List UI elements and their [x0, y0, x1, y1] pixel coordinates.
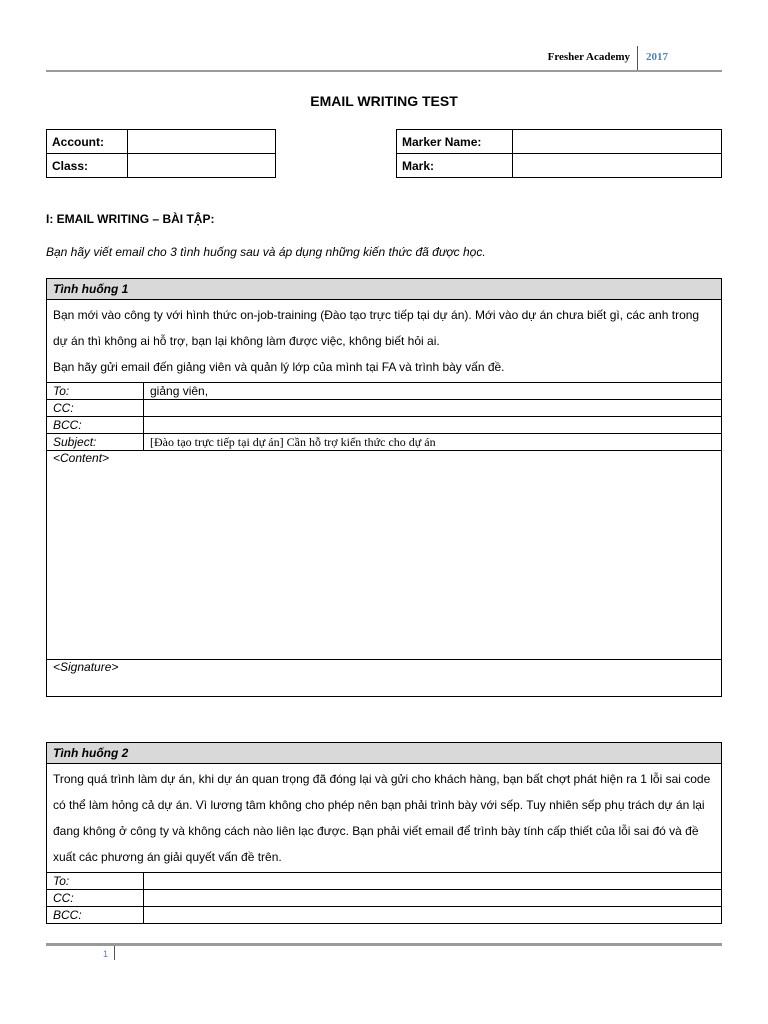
bcc-label: BCC: [47, 907, 144, 924]
to-label: To: [47, 383, 144, 400]
account-label: Account: [47, 130, 128, 154]
scenario-2 [46, 742, 722, 924]
footer-rule [46, 943, 722, 946]
scenario-1-title: Tình huống 1 [47, 279, 722, 300]
page-number: 1 [103, 949, 109, 959]
info-table-right [396, 129, 722, 178]
bcc-label: BCC: [47, 417, 144, 434]
bcc-field[interactable] [144, 417, 722, 434]
document-title: EMAIL WRITING TEST [310, 93, 458, 109]
to-field[interactable]: giảng viên, [144, 383, 722, 400]
scenario-2-paragraph-1: Trong quá trình làm dự án, khi dự án quan trọng đã đóng lại và gửi cho khách hàng, bạn bất chợt phát hiện ra 1 lỗi sai code có thể làm hỏng cả dự án. Vì lương tâm không cho phép nên bạn phải trình bày với sếp. Tuy nhiên sếp phụ trách dự án lại đang không ở công ty và không cách nào liên lạc được. Bạn phải viết email để trình bày tính cấp thiết của lỗi sai đó và đề xuất các phương án giải quyết vấn đề trên. [53, 772, 711, 864]
header-org: Fresher Academy [547, 51, 630, 63]
header-rule [46, 70, 722, 72]
bcc-field[interactable] [144, 907, 722, 924]
info-table-left [46, 129, 276, 178]
scenario-1-description [47, 300, 722, 383]
header-year: 2017 [646, 51, 668, 63]
class-field[interactable] [128, 154, 276, 178]
cc-field[interactable] [144, 890, 722, 907]
subject-field[interactable]: [Đào tạo trực tiếp tại dự án] Cần hỗ trợ kiến thức cho dự án [144, 434, 722, 451]
subject-label: Subject: [47, 434, 144, 451]
account-field[interactable] [128, 130, 276, 154]
marker-name-field[interactable] [513, 130, 722, 154]
footer-separator [114, 946, 115, 960]
scenario-2-description [47, 764, 722, 873]
signature-area[interactable]: <Signature> [47, 660, 722, 697]
class-label: Class: [47, 154, 128, 178]
section-heading: I: EMAIL WRITING – BÀI TẬP: [46, 212, 215, 226]
scenario-2-title: Tình huống 2 [47, 743, 722, 764]
scenario-1-paragraph-1: Bạn mới vào công ty với hình thức on-job-training (Đào tạo trực tiếp tại dự án). Mới vào dự án chưa biết gì, các anh trong dự án thì không ai hỗ trợ, bạn lại không làm được việc, không biết hỏi ai. [53, 308, 700, 348]
header-separator [637, 46, 638, 70]
cc-field[interactable] [144, 400, 722, 417]
to-label: To: [47, 873, 144, 890]
to-field[interactable] [144, 873, 722, 890]
marker-name-label: Marker Name: [397, 130, 513, 154]
scenario-1 [46, 278, 722, 697]
content-area[interactable]: <Content> [47, 451, 722, 660]
instructions: Bạn hãy viết email cho 3 tình huống sau và áp dụng những kiến thức đã được học. [46, 245, 486, 259]
mark-field[interactable] [513, 154, 722, 178]
mark-label: Mark: [397, 154, 513, 178]
scenario-1-paragraph-2: Bạn hãy gửi email đến giảng viên và quản lý lớp của mình tại FA và trình bày vấn đề. [53, 360, 505, 374]
cc-label: CC: [47, 400, 144, 417]
cc-label: CC: [47, 890, 144, 907]
